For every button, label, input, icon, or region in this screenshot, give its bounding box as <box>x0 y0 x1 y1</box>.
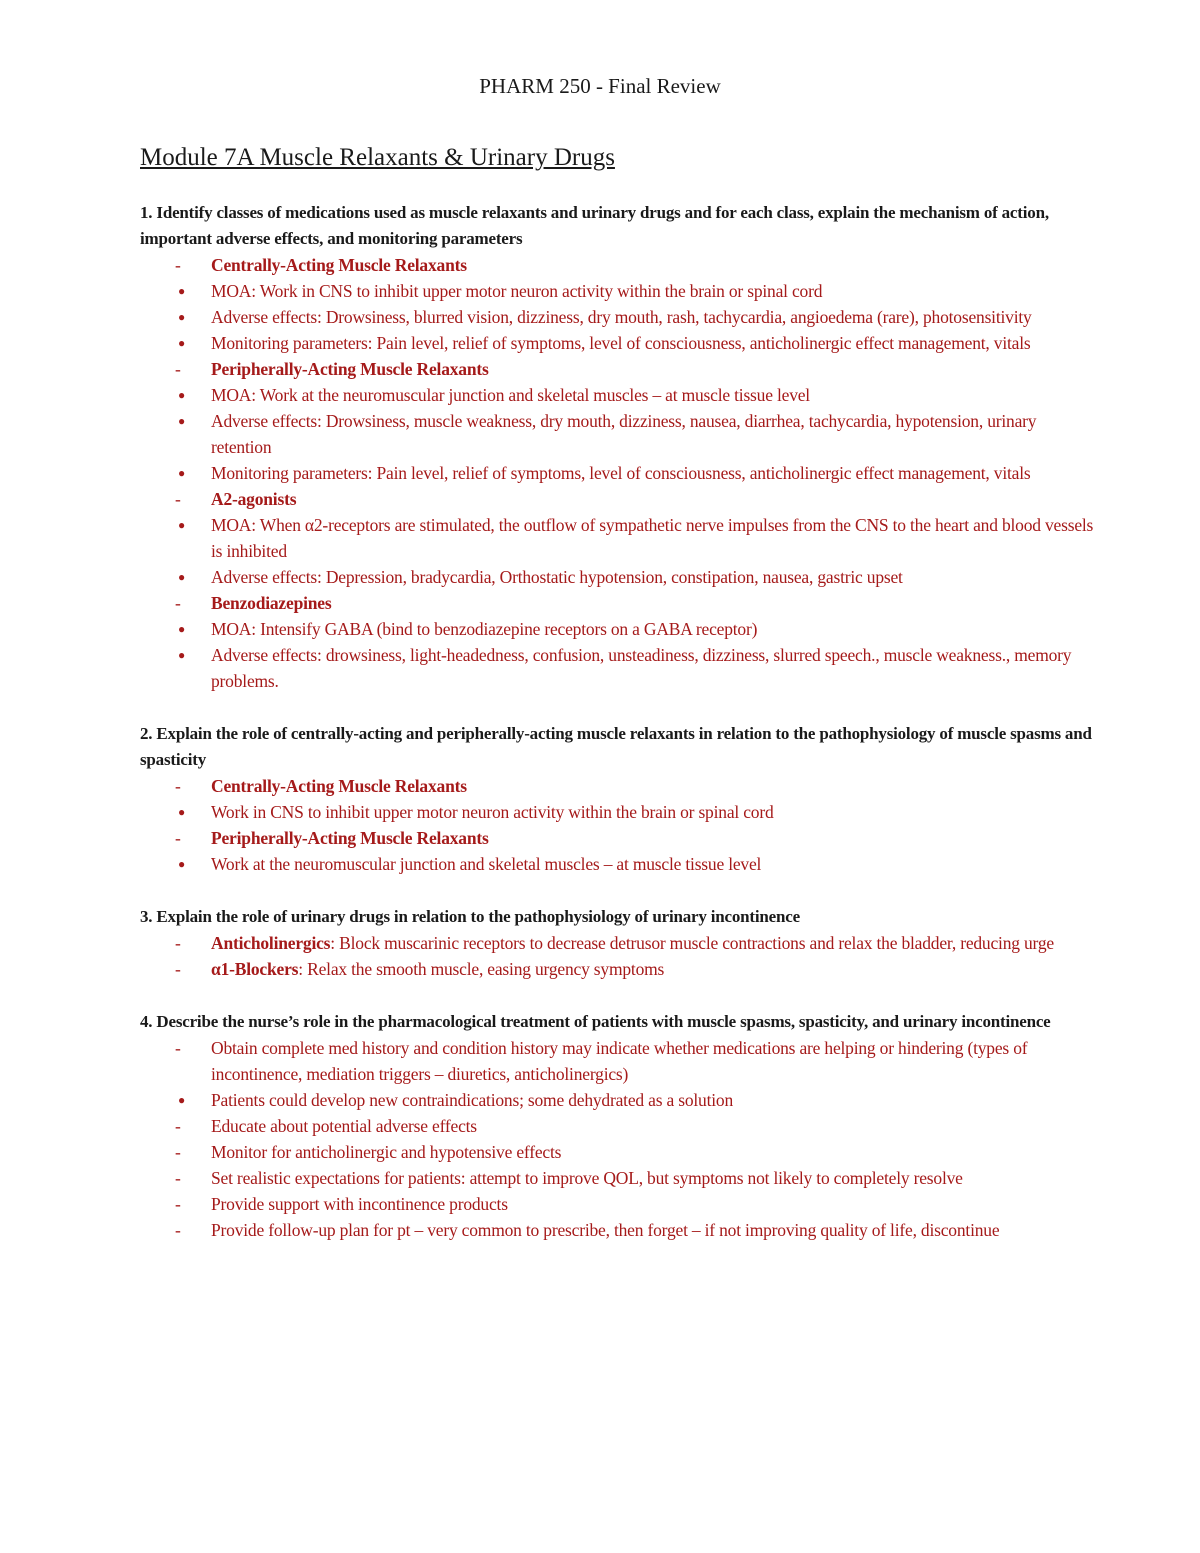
question-text: 2. Explain the role of centrally-acting and peripherally-acting muscle relaxants in relation to the pathophysiology of muscle spasms and spasticity <box>140 724 1092 769</box>
drug-class-name: A2-agonists <box>211 489 297 509</box>
bullet-list <box>140 512 1100 590</box>
bullet-icon: ● <box>178 336 186 350</box>
dash-marker: - <box>175 1220 181 1240</box>
dash-list-item <box>140 930 1100 956</box>
bullet-text: Monitoring parameters: Pain level, relief of symptoms, level of consciousness, anticholinergic effect management, vitals <box>211 463 1031 483</box>
dash-list-item <box>140 486 1100 512</box>
dash-marker: - <box>175 828 181 848</box>
question-section <box>140 1009 1100 1243</box>
drug-class-name: α1-Blockers <box>211 959 299 979</box>
dash-marker: - <box>175 1038 181 1058</box>
bullet-list-item <box>140 851 1100 877</box>
review-sections <box>140 200 1100 1243</box>
bullet-icon: ● <box>178 284 186 298</box>
bullet-text: Adverse effects: drowsiness, light-headedness, confusion, unsteadiness, dizziness, slurred speech., muscle weakness., memory problems. <box>211 645 1072 691</box>
bullet-list <box>140 851 1100 877</box>
bullet-list-item <box>140 382 1100 408</box>
dash-list-item <box>140 1139 1100 1165</box>
bullet-list <box>140 616 1100 694</box>
item-text: Obtain complete med history and condition history may indicate whether medications are helping or hindering (types of incontinence, mediation triggers – diuretics, anticholinergics) <box>211 1038 1028 1084</box>
bullet-text: MOA: When α2-receptors are stimulated, the outflow of sympathetic nerve impulses from the CNS to the heart and blood vessels is inhibited <box>211 515 1094 561</box>
bullet-list-item <box>140 616 1100 642</box>
bullet-text: Work in CNS to inhibit upper motor neuron activity within the brain or spinal cord <box>211 802 774 822</box>
dash-marker: - <box>175 489 181 509</box>
dash-list <box>140 252 1100 694</box>
dash-list-item <box>140 252 1100 278</box>
bullet-text: MOA: Work at the neuromuscular junction and skeletal muscles – at muscle tissue level <box>211 385 810 405</box>
bullet-icon: ● <box>178 622 186 636</box>
bullet-list-item <box>140 278 1100 304</box>
item-text: : Relax the smooth muscle, easing urgency symptoms <box>298 959 665 979</box>
dash-list-item <box>140 1165 1100 1191</box>
bullet-list <box>140 799 1100 825</box>
document-title: PHARM 250 - Final Review <box>479 74 721 98</box>
bullet-list <box>140 382 1100 486</box>
bullet-list-item <box>140 460 1100 486</box>
item-text: Monitor for anticholinergic and hypotensive effects <box>211 1142 562 1162</box>
question-section <box>140 200 1100 694</box>
dash-marker: - <box>175 1194 181 1214</box>
dash-marker: - <box>175 1116 181 1136</box>
dash-list-item <box>140 825 1100 851</box>
dash-marker: - <box>175 359 181 379</box>
dash-list-item <box>140 773 1100 799</box>
dash-list-item <box>140 1217 1100 1243</box>
drug-class-name: Peripherally-Acting Muscle Relaxants <box>211 359 489 379</box>
bullet-icon: ● <box>178 857 186 871</box>
module-heading: Module 7A Muscle Relaxants & Urinary Drugs <box>140 144 615 171</box>
bullet-icon: ● <box>178 648 186 662</box>
bullet-list <box>140 278 1100 356</box>
item-text: : Block muscarinic receptors to decrease detrusor muscle contractions and relax the bladder, reducing urge <box>330 933 1054 953</box>
dash-list-item <box>140 1113 1100 1139</box>
dash-marker: - <box>175 933 181 953</box>
dash-list <box>140 930 1100 982</box>
bullet-list-item <box>140 564 1100 590</box>
question-text: 3. Explain the role of urinary drugs in relation to the pathophysiology of urinary incontinence <box>140 907 800 926</box>
dash-marker: - <box>175 959 181 979</box>
bullet-list-item <box>140 304 1100 330</box>
dash-list-item <box>140 1035 1100 1087</box>
bullet-text: MOA: Intensify GABA (bind to benzodiazepine receptors on a GABA receptor) <box>211 619 758 639</box>
dash-marker: - <box>175 593 181 613</box>
item-text: Set realistic expectations for patients: attempt to improve QOL, but symptoms not likely to completely resolve <box>211 1168 963 1188</box>
bullet-icon: ● <box>178 518 186 532</box>
question-text: 1. Identify classes of medications used as muscle relaxants and urinary drugs and for each class, explain the mechanism of action, important adverse effects, and monitoring parameters <box>140 203 1049 248</box>
bullet-list <box>140 1087 1100 1113</box>
bullet-list-item <box>140 642 1100 694</box>
dash-list-item <box>140 956 1100 982</box>
dash-marker: - <box>175 776 181 796</box>
bullet-icon: ● <box>178 388 186 402</box>
question-section <box>140 721 1100 877</box>
bullet-text: Adverse effects: Depression, bradycardia, Orthostatic hypotension, constipation, nausea, gastric upset <box>211 567 903 587</box>
bullet-icon: ● <box>178 570 186 584</box>
bullet-text: Adverse effects: Drowsiness, muscle weakness, dry mouth, dizziness, nausea, diarrhea, tachycardia, hypotension, urinary retention <box>211 411 1037 457</box>
dash-list <box>140 1035 1100 1243</box>
dash-marker: - <box>175 1168 181 1188</box>
drug-class-name: Benzodiazepines <box>211 593 332 613</box>
bullet-icon: ● <box>178 466 186 480</box>
dash-marker: - <box>175 255 181 275</box>
bullet-list-item <box>140 1087 1100 1113</box>
bullet-text: Patients could develop new contraindications; some dehydrated as a solution <box>211 1090 734 1110</box>
bullet-icon: ● <box>178 805 186 819</box>
bullet-text: Work at the neuromuscular junction and skeletal muscles – at muscle tissue level <box>211 854 762 874</box>
item-text: Educate about potential adverse effects <box>211 1116 477 1136</box>
dash-list-item <box>140 356 1100 382</box>
dash-list-item <box>140 1191 1100 1217</box>
bullet-text: Adverse effects: Drowsiness, blurred vision, dizziness, dry mouth, rash, tachycardia, angioedema (rare), photosensitivity <box>211 307 1032 327</box>
drug-class-name: Centrally-Acting Muscle Relaxants <box>211 776 467 796</box>
bullet-text: Monitoring parameters: Pain level, relief of symptoms, level of consciousness, anticholinergic effect management, vitals <box>211 333 1031 353</box>
bullet-icon: ● <box>178 310 186 324</box>
bullet-list-item <box>140 512 1100 564</box>
bullet-list-item <box>140 799 1100 825</box>
dash-marker: - <box>175 1142 181 1162</box>
drug-class-name: Anticholinergics <box>211 933 331 953</box>
drug-class-name: Centrally-Acting Muscle Relaxants <box>211 255 467 275</box>
bullet-icon: ● <box>178 414 186 428</box>
bullet-icon: ● <box>178 1093 186 1107</box>
dash-list <box>140 773 1100 877</box>
bullet-list-item <box>140 408 1100 460</box>
question-text: 4. Describe the nurse’s role in the pharmacological treatment of patients with muscle spasms, spasticity, and urinary incontinence <box>140 1012 1051 1031</box>
bullet-list-item <box>140 330 1100 356</box>
bullet-text: MOA: Work in CNS to inhibit upper motor neuron activity within the brain or spinal cord <box>211 281 823 301</box>
item-text: Provide follow-up plan for pt – very common to prescribe, then forget – if not improving quality of life, discontinue <box>211 1220 1000 1240</box>
question-section <box>140 904 1100 982</box>
drug-class-name: Peripherally-Acting Muscle Relaxants <box>211 828 489 848</box>
dash-list-item <box>140 590 1100 616</box>
item-text: Provide support with incontinence products <box>211 1194 508 1214</box>
